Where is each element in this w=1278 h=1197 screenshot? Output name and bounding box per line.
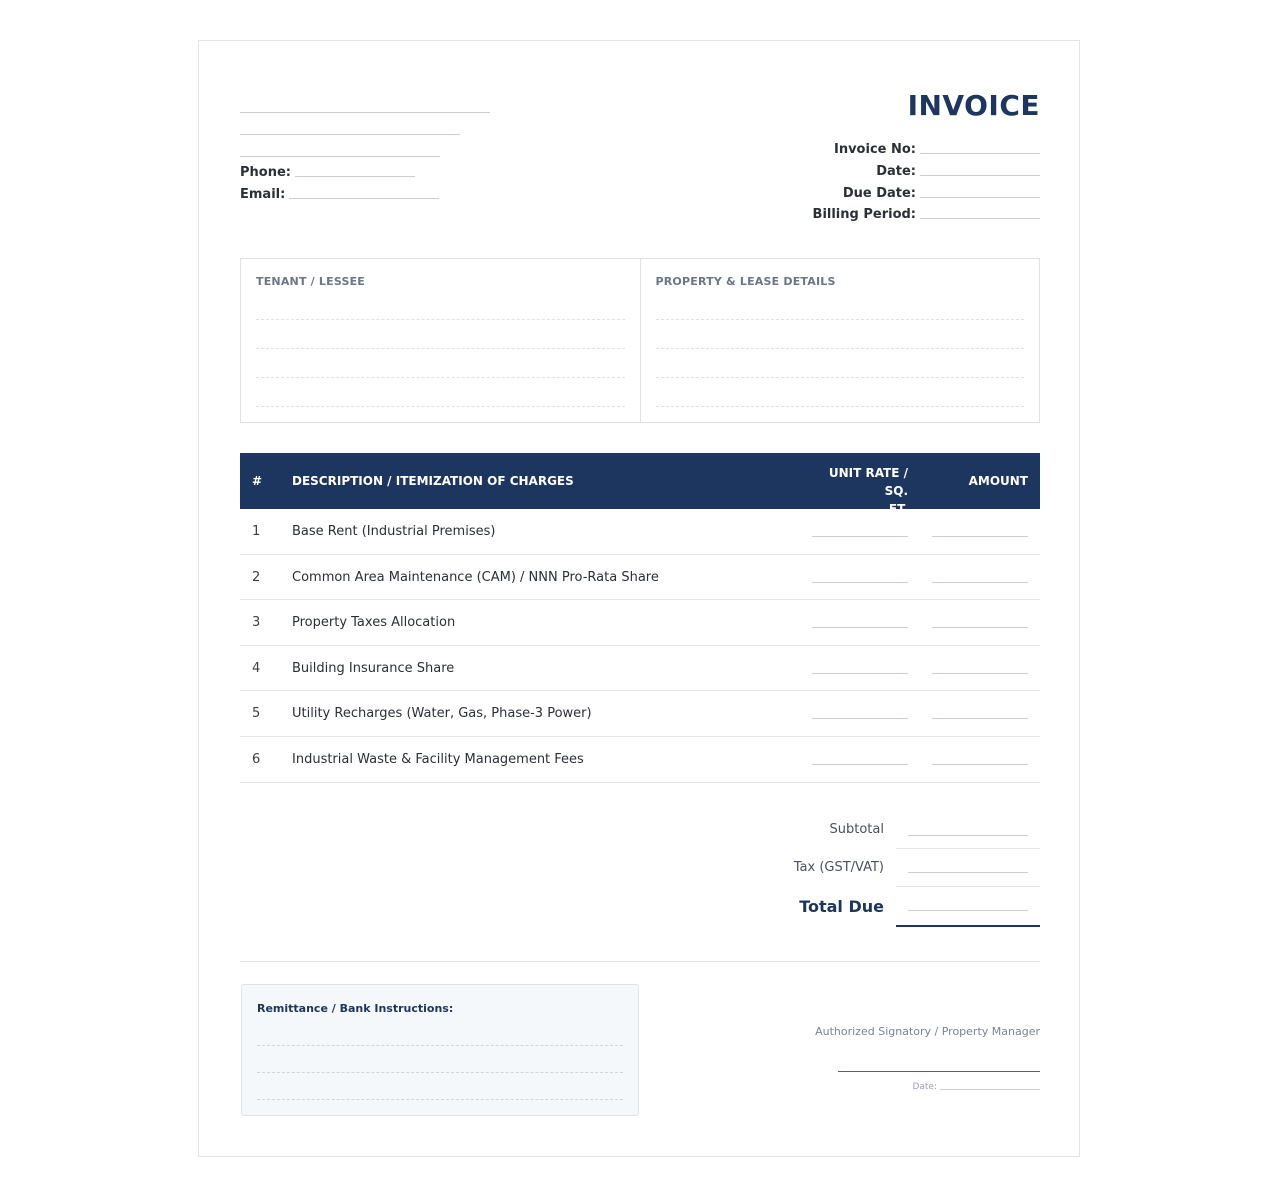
invoice-page	[198, 40, 1080, 1157]
row-description: Building Insurance Share	[292, 660, 455, 676]
remittance-line-3[interactable]	[257, 1099, 623, 1100]
phone-row	[240, 165, 415, 180]
remittance-label: Remittance / Bank Instructions:	[257, 1002, 454, 1015]
invoice-no-field[interactable]	[920, 153, 1040, 154]
invoice-no-label: Invoice No:	[833, 142, 916, 157]
table-row	[240, 555, 1040, 601]
header-amount: AMOUNT	[968, 474, 1028, 488]
phone-field[interactable]	[295, 176, 415, 177]
signature-date-field[interactable]	[940, 1089, 1040, 1090]
total-due-label: Total Due	[799, 897, 884, 916]
row-unit-rate-field[interactable]	[812, 536, 908, 537]
tenant-label: TENANT / LESSEE	[256, 275, 366, 288]
property-section	[640, 259, 1040, 422]
row-description: Common Area Maintenance (CAM) / NNN Pro-Rata Share	[292, 569, 659, 585]
tax-label: Tax (GST/VAT)	[793, 860, 884, 875]
tenant-line-1[interactable]	[256, 319, 625, 320]
property-label: PROPERTY & LEASE DETAILS	[655, 275, 836, 288]
table-row	[240, 509, 1040, 555]
signature-date-label: Date:	[912, 1082, 937, 1092]
total-due-field[interactable]	[908, 910, 1028, 911]
row-amount-field[interactable]	[932, 536, 1028, 537]
sender-address-line-3[interactable]	[240, 156, 440, 157]
subtotal-field[interactable]	[908, 835, 1028, 836]
sender-address-line-1[interactable]	[240, 112, 490, 113]
table-header	[240, 453, 1040, 516]
email-label: Email:	[240, 187, 286, 202]
date-row	[876, 164, 1040, 179]
row-amount-field[interactable]	[932, 718, 1028, 719]
row-description: Base Rent (Industrial Premises)	[292, 524, 496, 539]
header-unit-rate-line2: FT.	[888, 502, 908, 516]
billing-period-field[interactable]	[920, 218, 1040, 219]
table-row	[240, 600, 1040, 646]
row-unit-rate-field[interactable]	[812, 718, 908, 719]
footer-separator	[240, 961, 1040, 962]
signatory-label: Authorized Signatory / Property Manager	[815, 1025, 1040, 1038]
row-amount-field[interactable]	[932, 627, 1028, 628]
remittance-line-1[interactable]	[257, 1045, 623, 1046]
property-line-3[interactable]	[656, 377, 1025, 378]
row-unit-rate-field[interactable]	[812, 582, 908, 583]
property-line-4[interactable]	[656, 406, 1025, 407]
remittance-box	[241, 984, 639, 1116]
tax-field[interactable]	[908, 872, 1028, 873]
due-date-field[interactable]	[920, 197, 1040, 198]
row-description: Industrial Waste & Facility Management Fees	[292, 751, 584, 767]
tax-separator	[896, 886, 1040, 887]
signature-date-row	[912, 1082, 1040, 1092]
row-unit-rate-field[interactable]	[812, 627, 908, 628]
property-line-2[interactable]	[656, 348, 1025, 349]
phone-label: Phone:	[240, 165, 291, 180]
row-unit-rate-field[interactable]	[812, 673, 908, 674]
table-row	[240, 737, 1040, 783]
date-label: Date:	[876, 164, 916, 179]
row-amount-field[interactable]	[932, 582, 1028, 583]
table-row	[240, 691, 1040, 737]
tenant-section	[241, 259, 640, 422]
due-date-label: Due Date:	[842, 186, 916, 201]
row-num: 1	[252, 524, 261, 539]
tenant-line-3[interactable]	[256, 377, 625, 378]
invoice-no-row	[834, 142, 1040, 157]
date-field[interactable]	[920, 175, 1040, 176]
invoice-content	[240, 41, 1040, 1156]
row-num: 2	[252, 569, 261, 585]
row-description: Property Taxes Allocation	[292, 615, 456, 631]
billing-period-row	[813, 207, 1040, 222]
row-amount-field[interactable]	[932, 673, 1028, 674]
subtotal-separator	[896, 848, 1040, 849]
row-description: Utility Recharges (Water, Gas, Phase-3 Power)	[292, 706, 592, 722]
header-unit-rate-line1: UNIT RATE / SQ.	[828, 466, 908, 498]
charges-table	[240, 453, 1040, 783]
row-amount-field[interactable]	[932, 764, 1028, 765]
header-num: #	[252, 474, 263, 488]
subtotal-label: Subtotal	[829, 822, 884, 837]
row-num: 5	[252, 706, 261, 722]
row-num: 6	[252, 751, 261, 767]
email-row	[240, 187, 439, 202]
signature-line[interactable]	[838, 1071, 1040, 1072]
row-num: 4	[252, 660, 261, 676]
parties-box	[240, 258, 1040, 423]
property-line-1[interactable]	[656, 319, 1025, 320]
row-unit-rate-field[interactable]	[812, 764, 908, 765]
table-row	[240, 646, 1040, 692]
email-field[interactable]	[289, 198, 439, 199]
billing-period-label: Billing Period:	[812, 207, 916, 222]
remittance-line-2[interactable]	[257, 1072, 623, 1073]
tenant-line-4[interactable]	[256, 406, 625, 407]
due-date-row	[843, 186, 1040, 201]
total-due-underline	[896, 925, 1040, 927]
invoice-title: INVOICE	[907, 89, 1040, 122]
row-num: 3	[252, 615, 261, 631]
tenant-line-2[interactable]	[256, 348, 625, 349]
sender-address-line-2[interactable]	[240, 134, 460, 135]
header-description: DESCRIPTION / ITEMIZATION OF CHARGES	[292, 474, 574, 488]
